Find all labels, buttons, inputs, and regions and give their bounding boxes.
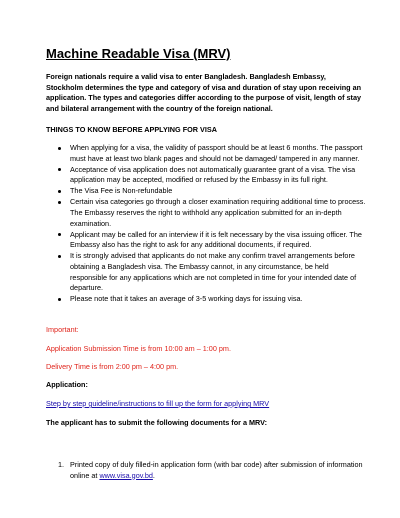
list-item <box>46 251 366 293</box>
intro-paragraph: Foreign nationals require a valid visa to enter Bangladesh. Bangladesh Embassy, Stockholm determines the type and category of visa and duration of stay upon receiving an application. The types and categories differ according to the purpose of visit, length of stay and bilateral arrangement with the country of the foreign national. <box>46 72 362 113</box>
bullet-icon <box>58 298 61 301</box>
list-item-text: It is strongly advised that applicants do not make any confirm travel arrangements before obtaining a Bangladesh visa. The Embassy cannot, in any circumstance, be held responsible for any applications which are not completed in time for your intended date of departure. <box>70 251 357 293</box>
list-item-text: The Visa Fee is Non-refundable <box>70 186 173 196</box>
list-item-text: Printed copy of duly filled-in application form (with bar code) after submission of information online at <box>70 460 363 480</box>
list-item-text: Please note that it takes an average of 3-5 working days for issuing visa. <box>70 294 303 304</box>
list-item <box>46 197 366 229</box>
things-to-know-list <box>46 143 366 305</box>
list-item <box>46 460 366 481</box>
bullet-icon <box>58 233 61 236</box>
list-item <box>46 165 366 186</box>
bullet-icon <box>58 147 61 150</box>
list-item-suffix: . <box>152 470 155 480</box>
guideline-link[interactable]: Step by step guideline/instructions to fill up the form for applying MRV <box>46 399 270 408</box>
bullet-icon <box>58 201 61 204</box>
documents-list <box>46 460 366 481</box>
documents-heading: The applicant has to submit the following documents for a MRV: <box>46 418 268 427</box>
bullet-icon <box>58 168 61 171</box>
visa-website-link[interactable]: www.visa.gov.bd <box>99 470 153 480</box>
list-item-text: Acceptance of visa application does not automatically guarantee grant of a visa. The visa application may be accepted, modified or refused by the Embassy in its full right. <box>70 164 356 185</box>
page-title: Machine Readable Visa (MRV) <box>46 46 231 61</box>
delivery-time-text: Delivery Time is from 2:00 pm – 4:00 pm. <box>46 362 179 371</box>
important-label: Important: <box>46 325 79 334</box>
application-heading: Application: <box>46 380 88 389</box>
list-item-number: 1. <box>58 460 65 469</box>
list-item-text: Applicant may be called for an interview if it is felt necessary by the visa issuing officer. The Embassy also has the right to ask for any additional documents, if required. <box>70 229 362 250</box>
list-item <box>46 186 366 197</box>
bullet-icon <box>58 255 61 258</box>
bullet-icon <box>58 190 61 193</box>
list-item-text: Certain visa categories go through a closer examination requiring additional time to process. The Embassy reserves the right to withhold any application submitted for an in-depth examination. <box>70 197 366 228</box>
list-item <box>46 230 366 251</box>
list-item-text: When applying for a visa, the validity of passport should be at least 6 months. The passport must have at least two blank pages and should not be damaged/ tampered in any manner. <box>70 143 363 163</box>
list-item <box>46 294 366 305</box>
list-item <box>46 143 366 164</box>
things-to-know-heading: THINGS TO KNOW BEFORE APPLYING FOR VISA <box>46 125 217 134</box>
submission-time-text: Application Submission Time is from 10:00 am – 1:00 pm. <box>46 344 231 353</box>
